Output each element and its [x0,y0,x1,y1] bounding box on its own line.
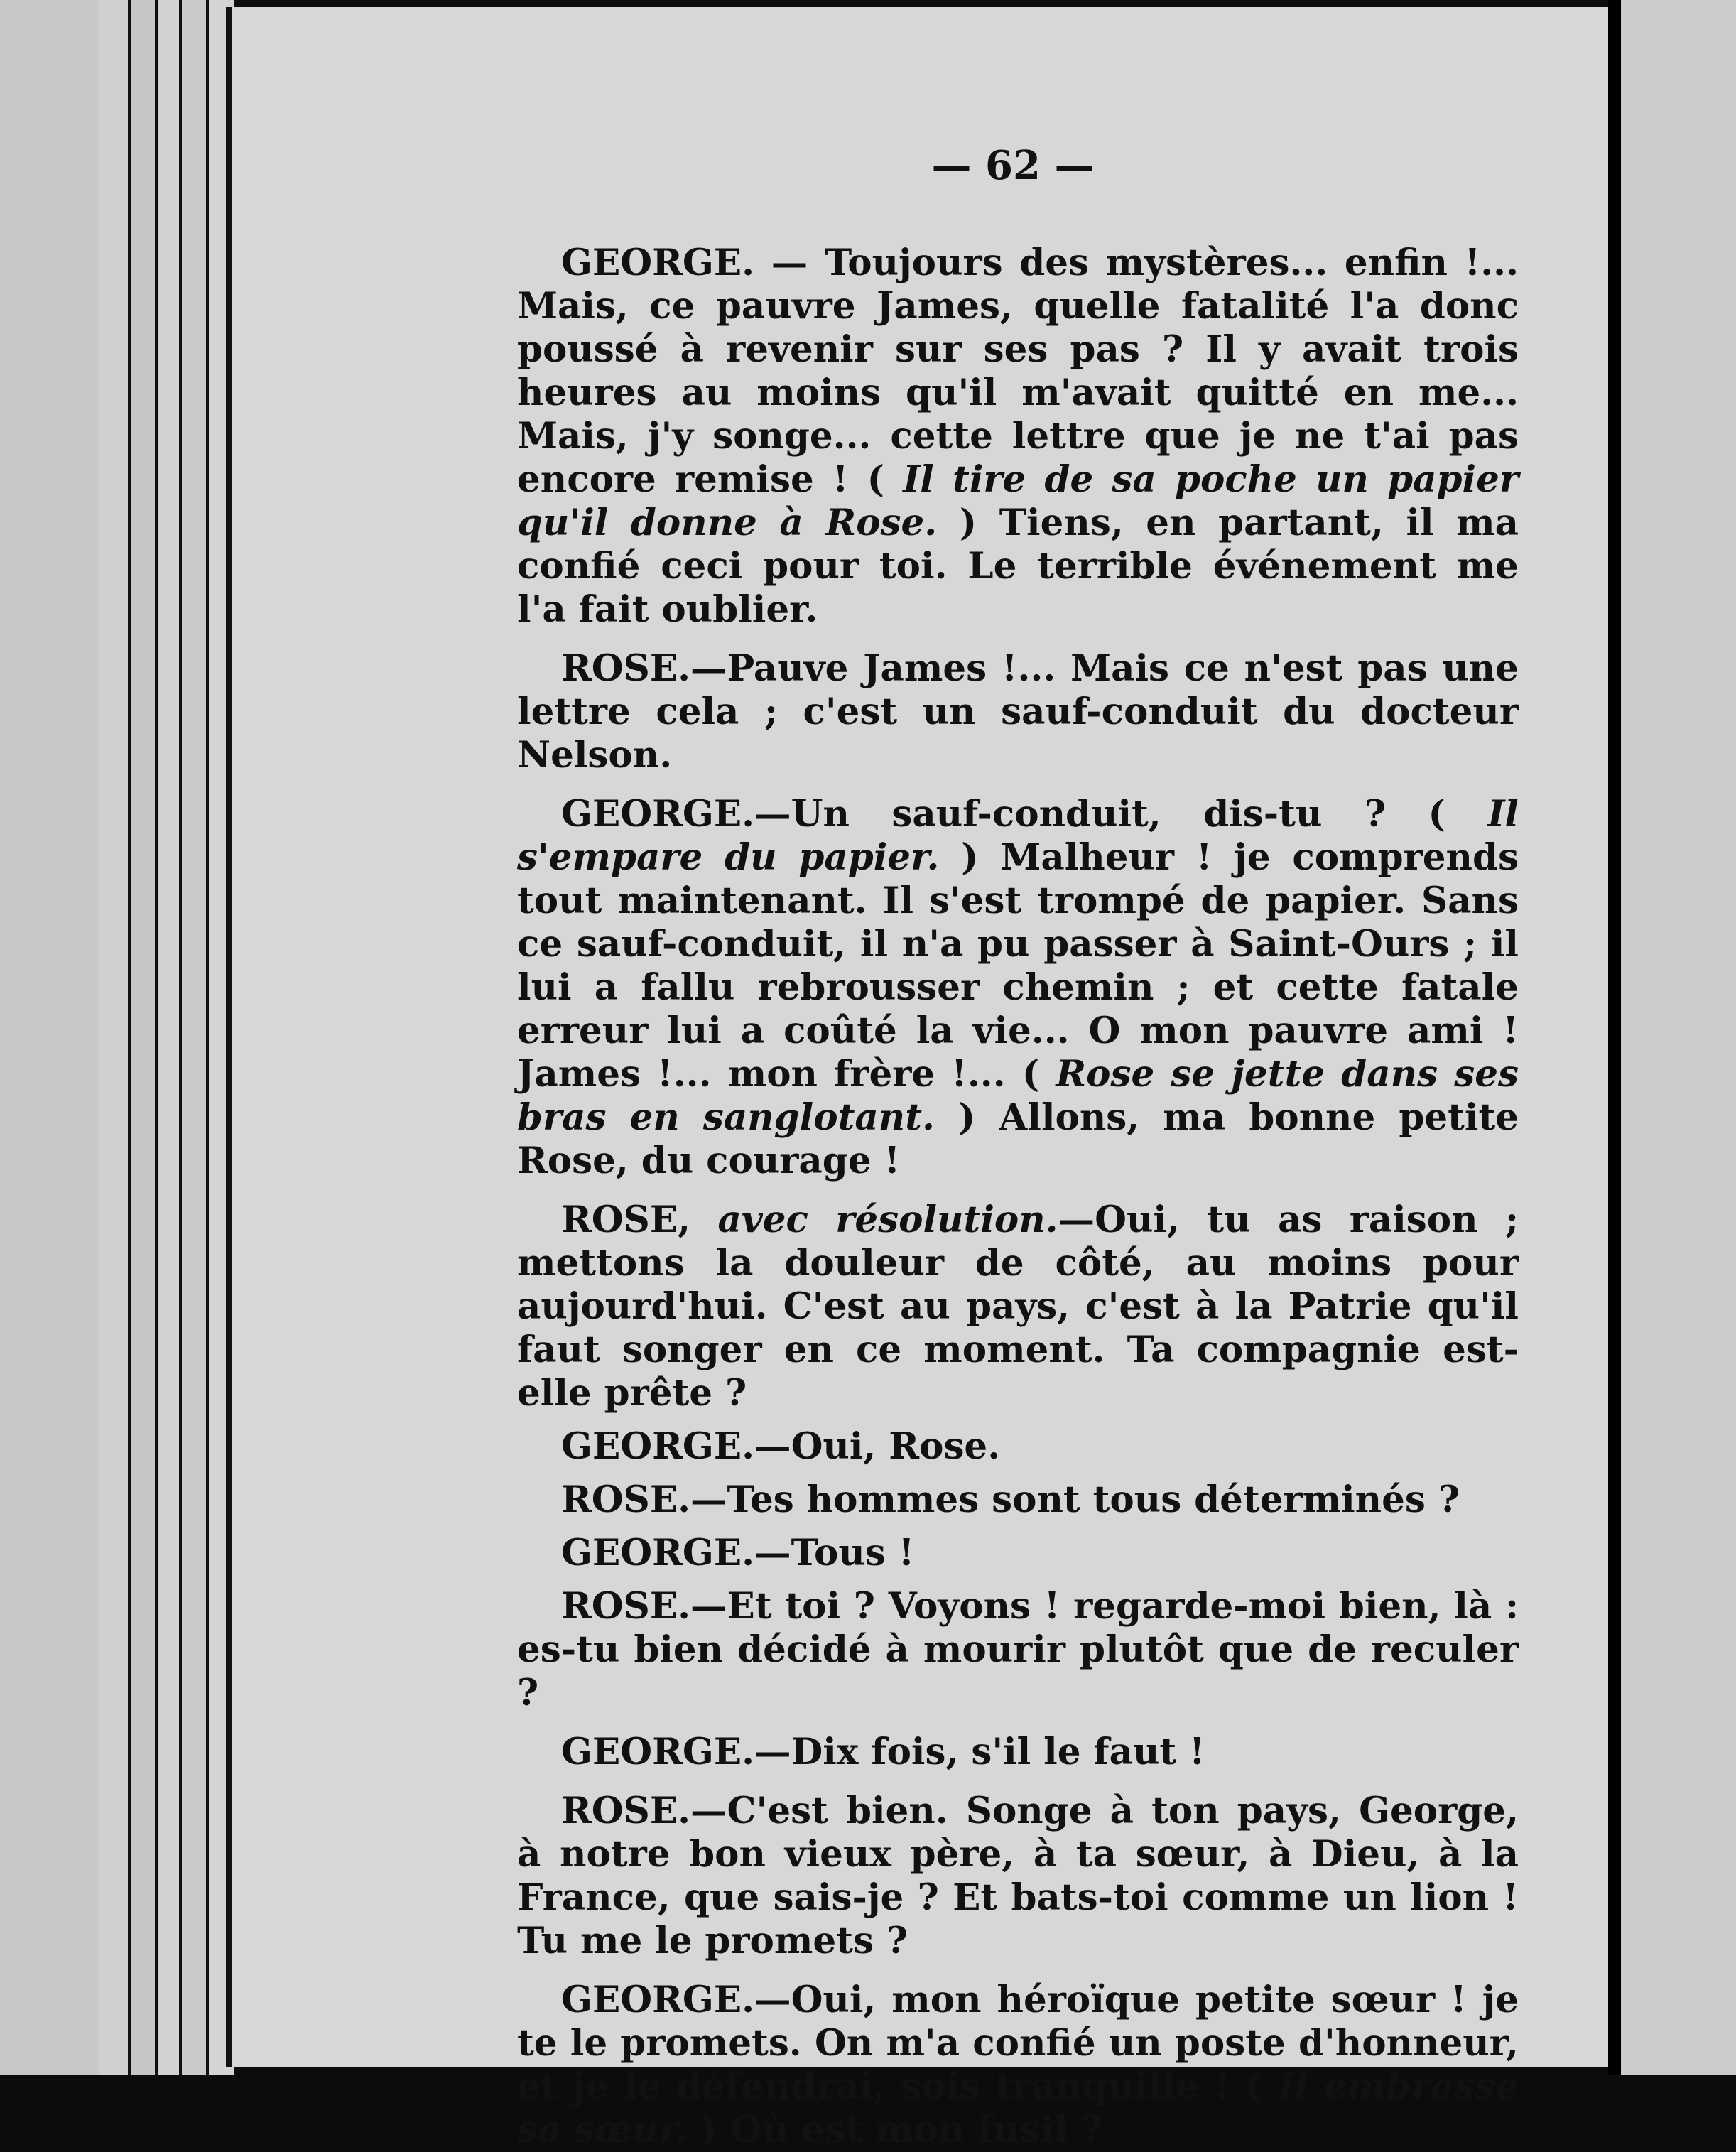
speech: Un sauf-conduit, dis-tu ? ( [791,793,1488,836]
right-margin [1621,0,1736,2075]
speech: Toujours des mystères... enfin !... Mais, ce pauvre James, quelle fatalité l'a donc poussé à revenir sur ses pas ? Il y avait trois heures au moins qu'il m'avait quitté en me... Mais, j'y songe... cette lettre que je ne t'ai pas encore remise ! ( [517,242,1519,501]
stage-direction: avec résolution. [717,1199,1058,1241]
paragraph [517,1979,1519,2152]
paragraph [517,1478,1519,1522]
page-edge [182,0,208,2075]
gutter [1608,0,1621,2075]
speaker: ROSE. [561,647,691,690]
paragraph [517,793,1519,1183]
paragraph [517,1731,1519,1774]
paragraph [517,1790,1519,1963]
speech: ) Tiens, en partant, il ma confié ceci pour toi. Le terrible événement me l'a fait oublier. [517,502,1519,631]
separator: — [754,793,791,836]
separator [690,1199,717,1241]
speech: Oui, mon héroïque petite sœur ! je te le promets. On m'a confié un poste d'honneur, et je le défendrai, sois tranquille ! ( [517,1979,1519,2108]
speech: Dix fois, s'il le faut ! [791,1731,1205,1773]
speech: Tous ! [791,1532,915,1574]
separator: — [754,1979,791,2021]
speaker: GEORGE. [561,1425,755,1468]
separator: — [754,1532,791,1574]
speech: Et toi ? Voyons ! regarde-moi bien, là : es-tu bien décidé à mourir plutôt que de reculer ? [517,1585,1519,1714]
separator: — [690,1790,727,1832]
dialogue-text [517,242,1519,2152]
separator: — [754,1731,791,1773]
speech: Oui, Rose. [791,1425,1001,1468]
separator: — [690,1585,727,1628]
speaker: GEORGE. [561,1979,755,2021]
speaker: GEORGE. [561,1731,755,1773]
left-background [0,0,99,2075]
stage-direction: Il embrasse sa sœur. [517,2065,1519,2151]
separator: — [690,1478,727,1521]
separator: — [690,647,727,690]
speech: ) Malheur ! je comprends tout maintenant. Il s'est trompé de papier. Sans ce sauf-conduit, il n'a pu passer à Saint-Ours ; il lui a fallu rebrousser chemin ; et cette fatale erreur lui a coûté la vie... O mon pauvre ami ! James !... mon frère !... ( [517,836,1519,1096]
speech: ) Allons, ma bonne petite Rose, du courage ! [517,1096,1519,1182]
stage-direction: Il tire de sa poche un papier qu'il donne à Rose. [517,458,1519,544]
stage-direction: Rose se jette dans ses bras en sanglotant. [517,1053,1519,1139]
speech: C'est bien. Songe à ton pays, George, à notre bon vieux père, à ta sœur, à Dieu, à la France, que sais-je ? Et bats-toi comme un lion ! Tu me le promets ? [517,1790,1519,1962]
speech: Tes hommes sont tous déterminés ? [727,1478,1460,1521]
separator: — [754,1425,791,1468]
speech: Pauve James !... Mais ce n'est pas une lettre cela ; c'est un sauf-conduit du docteur Nelson. [517,647,1519,777]
paragraph [517,647,1519,777]
speaker: ROSE. [561,1478,691,1521]
speaker: GEORGE. [561,1532,755,1574]
paragraph [517,242,1519,632]
stage-direction: Il s'empare du papier. [517,793,1519,879]
speaker: ROSE. [561,1790,691,1832]
paragraph [517,1425,1519,1469]
speaker: GEORGE. [561,242,755,284]
page-edge [131,0,157,2075]
speaker: ROSE. [561,1585,691,1628]
paragraph [517,1199,1519,1415]
paragraph [517,1585,1519,1715]
paragraph [517,1532,1519,1575]
page-edge [158,0,181,2075]
speaker: ROSE, [561,1199,691,1241]
speaker: GEORGE. [561,793,755,836]
speech: —Oui, tu as raison ; mettons la douleur de côté, au moins pour aujourd'hui. C'est au pays, c'est à la Patrie qu'il faut songer en ce moment. Ta compagnie est-elle prête ? [517,1199,1519,1415]
separator: — [754,242,825,284]
page-stack-edges [99,0,234,2075]
page-number: — 62 — [931,142,1095,189]
page-edge [99,0,130,2075]
speech: ) Où est mon fusil ? [688,2109,1102,2151]
